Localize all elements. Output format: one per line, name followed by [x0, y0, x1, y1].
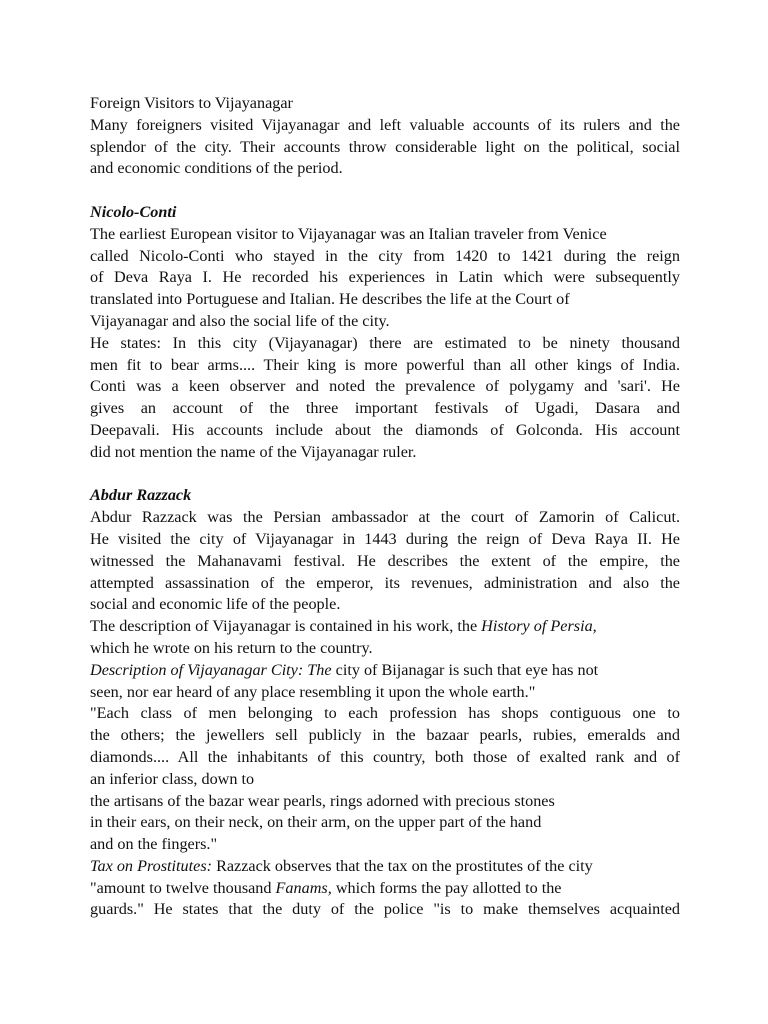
paragraph-line: translated into Portuguese and Italian. He describes the life at the Court of	[90, 290, 570, 309]
paragraph-line: in their ears, on their neck, on their arm, on the upper part of the hand	[90, 813, 542, 832]
paragraph-line: seen, nor ear heard of any place resembling it upon the whole earth."	[90, 682, 536, 701]
text-run: city of Bijanagar is such that eye has not	[331, 660, 599, 679]
subheading-italic: Description of Vijayanagar City: The	[90, 660, 332, 679]
term-italic: Fanams,	[275, 878, 332, 897]
paragraph-line: diamonds.... All the inhabitants of this country, both those of exalted rank and of	[90, 747, 680, 766]
paragraph-line: Vijayanagar and also the social life of the city.	[90, 311, 390, 330]
text-run: Razzack observes that the tax on the prostitutes of the city	[212, 856, 593, 875]
work-title-italic: History of Persia,	[481, 617, 597, 636]
paragraph-line: Deepavali. His accounts include about the diamonds of Golconda. His account	[90, 420, 680, 439]
spacer	[90, 180, 680, 202]
text-run: which forms the pay allotted to the	[331, 878, 562, 897]
paragraph-line: attempted assassination of the emperor, its revenues, administration and also the	[90, 573, 680, 592]
paragraph-line: called Nicolo-Conti who stayed in the city from 1420 to 1421 during the reign	[90, 246, 680, 265]
paragraph-line: witnessed the Mahanavami festival. He describes the extent of the empire, the	[90, 551, 680, 570]
paragraph-line: Abdur Razzack was the Persian ambassador at the court of Zamorin of Calicut.	[90, 508, 680, 527]
paragraph-line: splendor of the city. Their accounts throw considerable light on the political, social	[90, 137, 680, 156]
spacer	[90, 464, 680, 486]
paragraph-line: social and economic life of the people.	[90, 595, 341, 614]
text-run: "amount to twelve thousand	[90, 878, 276, 897]
paragraph-line: He states: In this city (Vijayanagar) there are estimated to be ninety thousand	[90, 333, 680, 352]
paragraph-line: guards." He states that the duty of the police "is to make themselves acquainted	[90, 900, 680, 919]
paragraph-line: He visited the city of Vijayanagar in 1443 during the reign of Deva Raya II. He	[90, 529, 680, 548]
paragraph-line: and on the fingers."	[90, 835, 218, 854]
paragraph-line: did not mention the name of the Vijayanagar ruler.	[90, 442, 417, 461]
paragraph-line: the others; the jewellers sell publicly in the bazaar pearls, rubies, emeralds and	[90, 726, 680, 745]
paragraph-line: men fit to bear arms.... Their king is more powerful than all other kings of India.	[90, 355, 680, 374]
text-run: The description of Vijayanagar is contained in his work, the	[90, 617, 482, 636]
document-page	[90, 93, 680, 921]
paragraph-line: the artisans of the bazar wear pearls, rings adorned with precious stones	[90, 791, 555, 810]
paragraph-line: and economic conditions of the period.	[90, 159, 343, 178]
paragraph-line: The earliest European visitor to Vijayanagar was an Italian traveler from Venice	[90, 224, 607, 243]
subheading-italic: Tax on Prostitutes:	[90, 856, 213, 875]
paragraph-line	[90, 878, 680, 900]
paragraph-line: Many foreigners visited Vijayanagar and left valuable accounts of its rulers and the	[90, 115, 680, 134]
paragraph-line: Conti was a keen observer and noted the prevalence of polygamy and 'sari'. He	[90, 377, 680, 396]
paragraph-line: gives an account of the three important festivals of Ugadi, Dasara and	[90, 399, 680, 418]
section-heading: Abdur Razzack	[90, 486, 192, 505]
paragraph-line: which he wrote on his return to the country.	[90, 638, 373, 657]
paragraph-line	[90, 616, 680, 638]
paragraph-line: "Each class of men belonging to each profession has shops contiguous one to	[90, 704, 680, 723]
paragraph-line: of Deva Raya I. He recorded his experiences in Latin which were subsequently	[90, 268, 680, 287]
paragraph-line	[90, 856, 680, 878]
document-title: Foreign Visitors to Vijayanagar	[90, 94, 293, 112]
paragraph-line	[90, 660, 680, 682]
section-heading: Nicolo-Conti	[90, 202, 177, 221]
paragraph-line: an inferior class, down to	[90, 769, 255, 788]
